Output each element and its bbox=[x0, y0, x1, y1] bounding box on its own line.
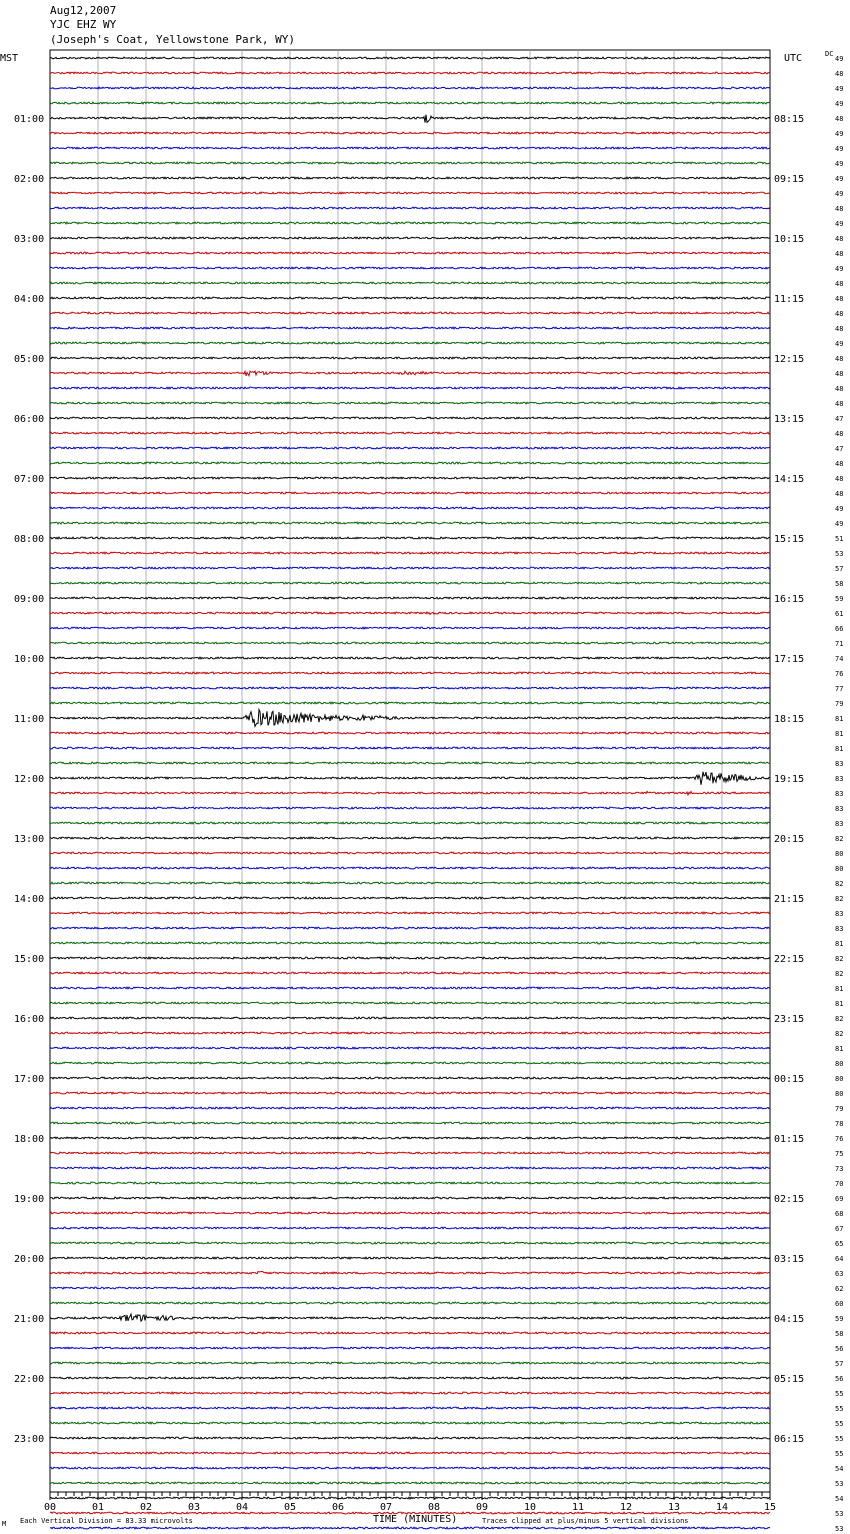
mst-hour-label: 20:00 bbox=[14, 1254, 45, 1265]
mst-hour-label: 11:00 bbox=[14, 714, 45, 725]
trace-22 bbox=[50, 387, 770, 389]
dc-offset-label: 70 bbox=[835, 1180, 844, 1188]
trace-75 bbox=[50, 1182, 770, 1184]
trace-3 bbox=[50, 102, 770, 104]
dc-offset-label: 49 bbox=[835, 265, 844, 273]
dc-offset-label: 48 bbox=[835, 325, 844, 333]
trace-54 bbox=[50, 867, 770, 869]
x-tick-label: 07 bbox=[379, 1502, 393, 1513]
mst-hour-label: 17:00 bbox=[14, 1074, 45, 1085]
trace-60 bbox=[50, 957, 770, 959]
dc-offset-label: 48 bbox=[835, 400, 844, 408]
dc-offset-label: 53 bbox=[835, 1525, 844, 1533]
dc-offset-label: 81 bbox=[835, 940, 844, 948]
trace-37 bbox=[50, 612, 770, 614]
trace-48 bbox=[50, 772, 770, 785]
trace-8 bbox=[50, 177, 770, 179]
dc-offset-label: 83 bbox=[835, 820, 844, 828]
trace-87 bbox=[50, 1362, 770, 1364]
dc-offset-label: 49 bbox=[835, 55, 844, 63]
mst-hour-label: 10:00 bbox=[14, 654, 45, 665]
dc-offset-label: 83 bbox=[835, 925, 844, 933]
trace-93 bbox=[50, 1452, 770, 1454]
utc-hour-label: 02:15 bbox=[774, 1194, 805, 1205]
trace-76 bbox=[50, 1197, 770, 1199]
mst-hour-label: 03:00 bbox=[14, 234, 45, 245]
trace-43 bbox=[50, 702, 770, 704]
trace-95 bbox=[50, 1482, 770, 1484]
trace-53 bbox=[50, 852, 770, 854]
x-tick-label: 11 bbox=[571, 1502, 585, 1513]
utc-hour-label: 19:15 bbox=[774, 774, 805, 785]
utc-hour-label: 22:15 bbox=[774, 954, 805, 965]
dc-offset-label: 49 bbox=[835, 175, 844, 183]
trace-65 bbox=[50, 1032, 770, 1034]
utc-hour-label: 06:15 bbox=[774, 1434, 805, 1445]
dc-offset-label: 79 bbox=[835, 1105, 844, 1113]
trace-88 bbox=[50, 1377, 770, 1379]
dc-offset-label: 82 bbox=[835, 970, 844, 978]
trace-35 bbox=[50, 582, 770, 584]
x-tick-label: 03 bbox=[187, 1502, 201, 1513]
trace-38 bbox=[50, 627, 770, 629]
trace-83 bbox=[50, 1302, 770, 1304]
trace-49 bbox=[50, 791, 770, 795]
trace-72 bbox=[50, 1137, 770, 1139]
dc-offset-label: 48 bbox=[835, 250, 844, 258]
dc-offset-label: 48 bbox=[835, 490, 844, 498]
dc-offset-label: 65 bbox=[835, 1240, 844, 1248]
trace-10 bbox=[50, 207, 770, 209]
trace-47 bbox=[50, 762, 770, 764]
utc-hour-label: 11:15 bbox=[774, 294, 805, 305]
trace-25 bbox=[50, 432, 770, 434]
dc-offset-label: 57 bbox=[835, 565, 844, 573]
dc-offset-label: 81 bbox=[835, 715, 844, 723]
dc-offset-label: 55 bbox=[835, 1435, 844, 1443]
utc-hour-label: 13:15 bbox=[774, 414, 805, 425]
mst-hour-label: 02:00 bbox=[14, 174, 45, 185]
mst-hour-label: 15:00 bbox=[14, 954, 45, 965]
mst-hour-label: 18:00 bbox=[14, 1134, 45, 1145]
trace-56 bbox=[50, 897, 770, 899]
trace-19 bbox=[50, 342, 770, 344]
dc-offset-label: 59 bbox=[835, 595, 844, 603]
right-axis-label: UTC bbox=[784, 53, 803, 64]
dc-offset-label: 49 bbox=[835, 145, 844, 153]
mst-hour-label: 08:00 bbox=[14, 534, 45, 545]
utc-hour-label: 10:15 bbox=[774, 234, 805, 245]
trace-64 bbox=[50, 1017, 770, 1019]
dc-offset-label: 81 bbox=[835, 730, 844, 738]
trace-42 bbox=[50, 687, 770, 689]
utc-hour-label: 16:15 bbox=[774, 594, 805, 605]
x-tick-label: 05 bbox=[283, 1502, 297, 1513]
x-tick-label: 14 bbox=[715, 1502, 729, 1513]
trace-59 bbox=[50, 942, 770, 944]
utc-hour-label: 00:15 bbox=[774, 1074, 805, 1085]
trace-20 bbox=[50, 357, 770, 359]
trace-36 bbox=[50, 597, 770, 599]
dc-offset-label: 80 bbox=[835, 1090, 844, 1098]
dc-offset-label: 76 bbox=[835, 1135, 844, 1143]
footer-corner: M bbox=[2, 1520, 7, 1528]
mst-hour-label: 21:00 bbox=[14, 1314, 45, 1325]
dc-offset-label: 47 bbox=[835, 415, 844, 423]
dc-offset-label: 60 bbox=[835, 1300, 844, 1308]
dc-label: DC bbox=[825, 50, 834, 58]
x-tick-label: 02 bbox=[139, 1502, 153, 1513]
footer-left: Each Vertical Division = 83.33 microvolts bbox=[20, 1517, 193, 1525]
trace-33 bbox=[50, 552, 770, 554]
dc-offset-label: 82 bbox=[835, 895, 844, 903]
dc-offset-label: 58 bbox=[835, 1330, 844, 1338]
dc-offset-label: 49 bbox=[835, 100, 844, 108]
dc-offset-label: 82 bbox=[835, 835, 844, 843]
trace-86 bbox=[50, 1347, 770, 1349]
trace-4 bbox=[50, 115, 770, 123]
x-tick-label: 06 bbox=[331, 1502, 345, 1513]
dc-offset-label: 49 bbox=[835, 85, 844, 93]
trace-50 bbox=[50, 807, 770, 809]
trace-85 bbox=[50, 1332, 770, 1334]
mst-hour-label: 22:00 bbox=[14, 1374, 45, 1385]
dc-offset-label: 53 bbox=[835, 1480, 844, 1488]
trace-80 bbox=[50, 1257, 770, 1259]
header-date: Aug12,2007 bbox=[50, 4, 117, 17]
mst-hour-label: 01:00 bbox=[14, 114, 45, 125]
mst-hour-label: 19:00 bbox=[14, 1194, 45, 1205]
trace-11 bbox=[50, 222, 770, 224]
x-axis-label: TIME (MINUTES) bbox=[373, 1514, 458, 1525]
trace-7 bbox=[50, 162, 770, 164]
dc-offset-label: 48 bbox=[835, 235, 844, 243]
footer-right: Traces clipped at plus/minus 5 vertical divisions bbox=[482, 1517, 689, 1525]
trace-77 bbox=[50, 1212, 770, 1214]
utc-hour-label: 01:15 bbox=[774, 1134, 805, 1145]
grid bbox=[50, 50, 770, 1492]
trace-28 bbox=[50, 477, 770, 479]
dc-offset-label: 82 bbox=[835, 955, 844, 963]
mst-hour-label: 09:00 bbox=[14, 594, 45, 605]
dc-offset-label: 69 bbox=[835, 1195, 844, 1203]
axes bbox=[44, 1492, 776, 1513]
trace-34 bbox=[50, 567, 770, 569]
dc-offset-label: 81 bbox=[835, 1000, 844, 1008]
dc-offset-label: 49 bbox=[835, 190, 844, 198]
dc-offset-label: 81 bbox=[835, 745, 844, 753]
mst-hour-label: 04:00 bbox=[14, 294, 45, 305]
trace-96 bbox=[50, 1497, 770, 1499]
trace-13 bbox=[50, 252, 770, 254]
dc-offset-label: 48 bbox=[835, 280, 844, 288]
trace-46 bbox=[50, 747, 770, 749]
dc-offset-label: 83 bbox=[835, 805, 844, 813]
trace-78 bbox=[50, 1227, 770, 1229]
dc-offset-label: 83 bbox=[835, 760, 844, 768]
dc-offset-label: 59 bbox=[835, 1315, 844, 1323]
dc-offset-label: 80 bbox=[835, 865, 844, 873]
trace-63 bbox=[50, 1002, 770, 1004]
dc-offset-label: 64 bbox=[835, 1255, 844, 1263]
header-station: YJC EHZ WY bbox=[50, 18, 117, 31]
dc-offset-label: 80 bbox=[835, 1060, 844, 1068]
mst-hour-label: 23:00 bbox=[14, 1434, 45, 1445]
utc-hour-label: 15:15 bbox=[774, 534, 805, 545]
trace-74 bbox=[50, 1167, 770, 1169]
x-tick-label: 13 bbox=[667, 1502, 681, 1513]
dc-offset-label: 68 bbox=[835, 1210, 844, 1218]
dc-offset-label: 48 bbox=[835, 295, 844, 303]
utc-hour-label: 21:15 bbox=[774, 894, 805, 905]
dc-offset-label: 55 bbox=[835, 1450, 844, 1458]
trace-0 bbox=[50, 57, 770, 59]
dc-offset-label: 55 bbox=[835, 1390, 844, 1398]
trace-71 bbox=[50, 1122, 770, 1124]
x-tick-label: 08 bbox=[427, 1502, 441, 1513]
trace-21 bbox=[50, 371, 770, 376]
trace-57 bbox=[50, 912, 770, 914]
trace-79 bbox=[50, 1242, 770, 1244]
dc-offset-label: 80 bbox=[835, 1075, 844, 1083]
labels bbox=[14, 55, 843, 1534]
dc-offset-label: 80 bbox=[835, 850, 844, 858]
dc-offset-label: 56 bbox=[835, 1375, 844, 1383]
left-axis-label: MST bbox=[0, 53, 19, 64]
utc-hour-label: 17:15 bbox=[774, 654, 805, 665]
trace-62 bbox=[50, 987, 770, 989]
trace-24 bbox=[50, 417, 770, 419]
dc-offset-label: 48 bbox=[835, 205, 844, 213]
mst-hour-label: 07:00 bbox=[14, 474, 45, 485]
trace-41 bbox=[50, 672, 770, 674]
x-tick-label: 15 bbox=[763, 1502, 777, 1513]
trace-9 bbox=[50, 192, 770, 194]
utc-hour-label: 09:15 bbox=[774, 174, 805, 185]
dc-offset-label: 66 bbox=[835, 625, 844, 633]
mst-hour-label: 14:00 bbox=[14, 894, 45, 905]
trace-2 bbox=[50, 87, 770, 89]
x-tick-label: 10 bbox=[523, 1502, 537, 1513]
traces bbox=[50, 57, 770, 1534]
trace-23 bbox=[50, 402, 770, 404]
utc-hour-label: 05:15 bbox=[774, 1374, 805, 1385]
trace-68 bbox=[50, 1077, 770, 1079]
trace-16 bbox=[50, 297, 770, 299]
trace-1 bbox=[50, 72, 770, 74]
dc-offset-label: 55 bbox=[835, 1405, 844, 1413]
trace-90 bbox=[50, 1407, 770, 1409]
mst-hour-label: 05:00 bbox=[14, 354, 45, 365]
dc-offset-label: 81 bbox=[835, 985, 844, 993]
trace-69 bbox=[50, 1092, 770, 1094]
dc-offset-label: 49 bbox=[835, 160, 844, 168]
dc-offset-label: 78 bbox=[835, 1120, 844, 1128]
trace-26 bbox=[50, 447, 770, 449]
trace-82 bbox=[50, 1287, 770, 1289]
trace-30 bbox=[50, 507, 770, 509]
dc-offset-label: 79 bbox=[835, 700, 844, 708]
dc-offset-label: 53 bbox=[835, 550, 844, 558]
dc-offset-label: 82 bbox=[835, 880, 844, 888]
trace-15 bbox=[50, 282, 770, 284]
trace-17 bbox=[50, 312, 770, 314]
dc-offset-label: 55 bbox=[835, 1420, 844, 1428]
trace-89 bbox=[50, 1392, 770, 1394]
header-location: (Joseph's Coat, Yellowstone Park, WY) bbox=[50, 33, 296, 46]
x-tick-label: 12 bbox=[619, 1502, 633, 1513]
x-tick-label: 00 bbox=[43, 1502, 57, 1513]
dc-offset-label: 56 bbox=[835, 1345, 844, 1353]
dc-offset-label: 61 bbox=[835, 610, 844, 618]
trace-73 bbox=[50, 1152, 770, 1154]
trace-66 bbox=[50, 1047, 770, 1049]
trace-94 bbox=[50, 1467, 770, 1469]
dc-offset-label: 82 bbox=[835, 1015, 844, 1023]
trace-98 bbox=[50, 1527, 770, 1529]
dc-offset-label: 48 bbox=[835, 385, 844, 393]
dc-offset-label: 77 bbox=[835, 685, 844, 693]
dc-offset-label: 81 bbox=[835, 1045, 844, 1053]
trace-81 bbox=[50, 1271, 770, 1274]
trace-84 bbox=[50, 1314, 770, 1321]
dc-offset-label: 83 bbox=[835, 790, 844, 798]
dc-offset-label: 48 bbox=[835, 115, 844, 123]
utc-hour-label: 12:15 bbox=[774, 354, 805, 365]
trace-39 bbox=[50, 642, 770, 644]
x-tick-label: 01 bbox=[91, 1502, 105, 1513]
dc-offset-label: 54 bbox=[835, 1495, 844, 1503]
dc-offset-label: 48 bbox=[835, 475, 844, 483]
dc-offset-label: 53 bbox=[835, 1510, 844, 1518]
dc-offset-label: 49 bbox=[835, 505, 844, 513]
dc-offset-label: 48 bbox=[835, 370, 844, 378]
dc-offset-label: 49 bbox=[835, 130, 844, 138]
trace-27 bbox=[50, 462, 770, 464]
trace-52 bbox=[50, 837, 770, 839]
dc-offset-label: 82 bbox=[835, 1030, 844, 1038]
dc-offset-label: 75 bbox=[835, 1150, 844, 1158]
mst-hour-label: 12:00 bbox=[14, 774, 45, 785]
trace-92 bbox=[50, 1437, 770, 1439]
trace-91 bbox=[50, 1422, 770, 1424]
dc-offset-label: 73 bbox=[835, 1165, 844, 1173]
trace-31 bbox=[50, 522, 770, 524]
trace-67 bbox=[50, 1062, 770, 1064]
dc-offset-label: 54 bbox=[835, 1465, 844, 1473]
dc-offset-label: 71 bbox=[835, 640, 844, 648]
utc-hour-label: 04:15 bbox=[774, 1314, 805, 1325]
trace-18 bbox=[50, 327, 770, 329]
x-tick-label: 09 bbox=[475, 1502, 489, 1513]
mst-hour-label: 06:00 bbox=[14, 414, 45, 425]
dc-offset-label: 63 bbox=[835, 1270, 844, 1278]
dc-offset-label: 67 bbox=[835, 1225, 844, 1233]
x-tick-label: 04 bbox=[235, 1502, 249, 1513]
dc-offset-label: 47 bbox=[835, 445, 844, 453]
dc-offset-label: 48 bbox=[835, 355, 844, 363]
dc-offset-label: 51 bbox=[835, 535, 844, 543]
trace-55 bbox=[50, 882, 770, 884]
dc-offset-label: 48 bbox=[835, 430, 844, 438]
trace-40 bbox=[50, 657, 770, 659]
mst-hour-label: 16:00 bbox=[14, 1014, 45, 1025]
trace-61 bbox=[50, 972, 770, 974]
utc-hour-label: 18:15 bbox=[774, 714, 805, 725]
utc-hour-label: 14:15 bbox=[774, 474, 805, 485]
trace-44 bbox=[50, 710, 770, 727]
dc-offset-label: 48 bbox=[835, 70, 844, 78]
utc-hour-label: 03:15 bbox=[774, 1254, 805, 1265]
utc-hour-label: 20:15 bbox=[774, 834, 805, 845]
dc-offset-label: 48 bbox=[835, 310, 844, 318]
dc-offset-label: 83 bbox=[835, 775, 844, 783]
trace-12 bbox=[50, 237, 770, 239]
trace-70 bbox=[50, 1107, 770, 1109]
dc-offset-label: 76 bbox=[835, 670, 844, 678]
plot-frame bbox=[50, 50, 770, 1492]
trace-5 bbox=[50, 132, 770, 134]
utc-hour-label: 23:15 bbox=[774, 1014, 805, 1025]
trace-29 bbox=[50, 492, 770, 494]
trace-14 bbox=[50, 267, 770, 269]
dc-offset-label: 48 bbox=[835, 460, 844, 468]
dc-offset-label: 58 bbox=[835, 580, 844, 588]
dc-offset-label: 49 bbox=[835, 220, 844, 228]
dc-offset-label: 57 bbox=[835, 1360, 844, 1368]
dc-offset-label: 83 bbox=[835, 910, 844, 918]
utc-hour-label: 08:15 bbox=[774, 114, 805, 125]
mst-hour-label: 13:00 bbox=[14, 834, 45, 845]
dc-offset-label: 74 bbox=[835, 655, 844, 663]
dc-offset-label: 62 bbox=[835, 1285, 844, 1293]
trace-6 bbox=[50, 147, 770, 149]
trace-32 bbox=[50, 537, 770, 539]
trace-45 bbox=[50, 732, 770, 734]
dc-offset-label: 49 bbox=[835, 520, 844, 528]
dc-offset-label: 49 bbox=[835, 340, 844, 348]
trace-58 bbox=[50, 927, 770, 929]
trace-51 bbox=[50, 822, 770, 824]
